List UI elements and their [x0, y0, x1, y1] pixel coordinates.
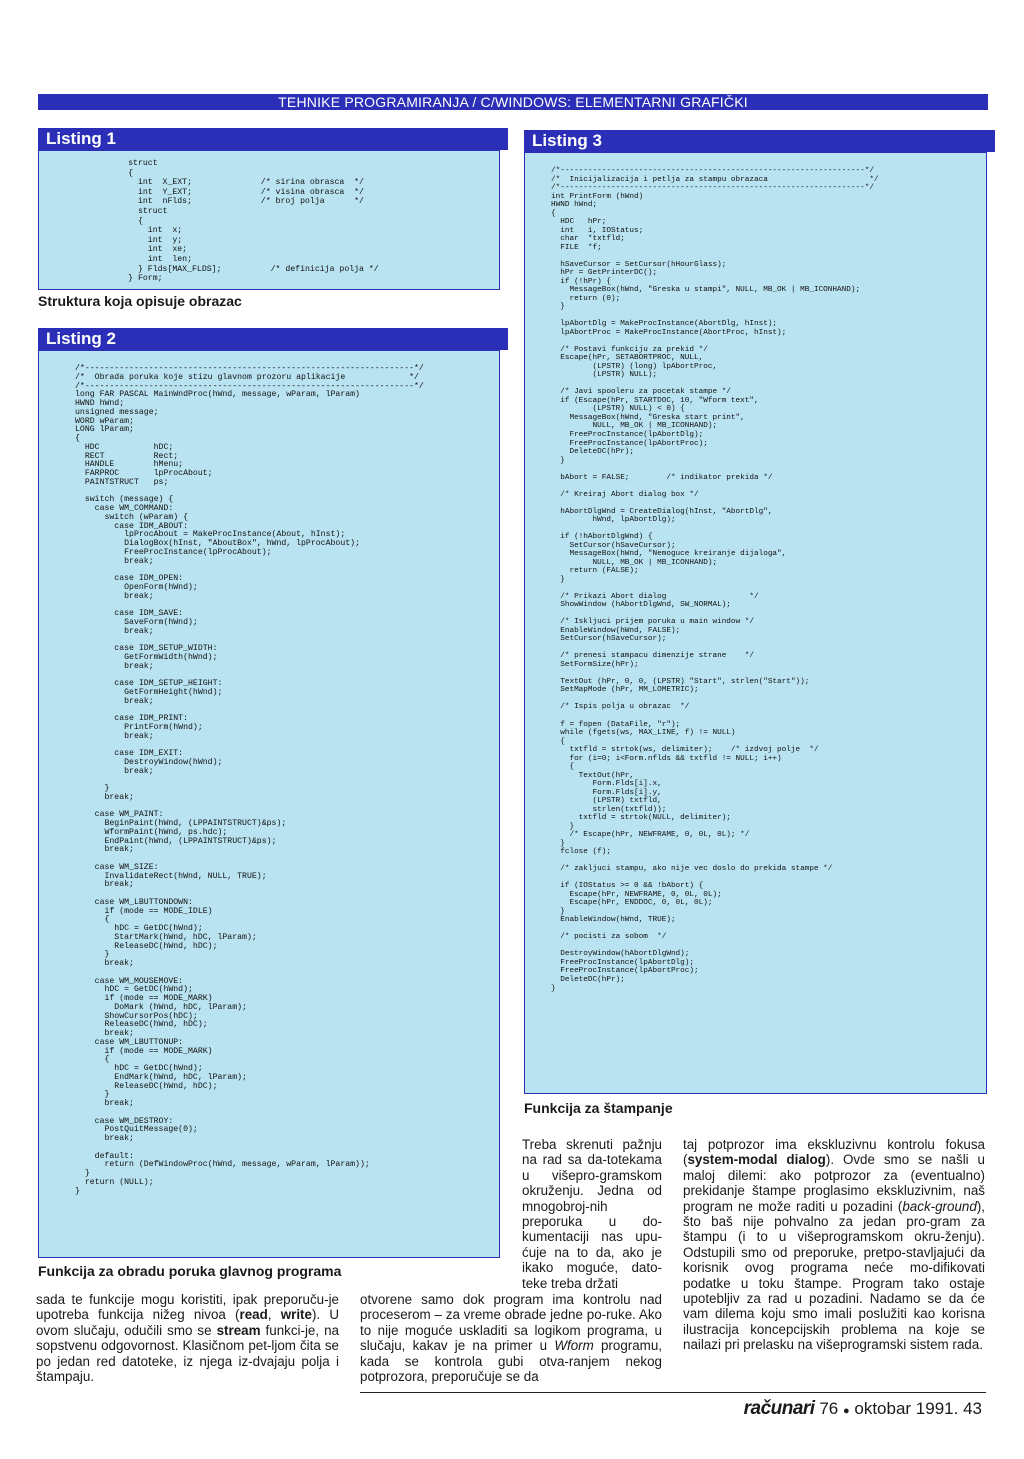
- keyword-wform: Wform: [554, 1338, 594, 1354]
- keyword-write: write: [280, 1307, 312, 1323]
- listing-1-code: struct { int X_EXT; /* sirina obrasca */ int Y_EXT; /* visina obrasca */ int nFlds; /* broj polja */ struct { int x; int y; int xe; int len; } Flds[MAX_FLDS]; /* definicija polja */ } Form;: [128, 159, 379, 284]
- listing-2-header: [38, 328, 508, 350]
- listing-3-code-box: [524, 152, 987, 1094]
- issue-date: oktobar 1991.: [854, 1399, 959, 1418]
- listing-2-code-box: [38, 350, 500, 1258]
- keyword-read: read: [239, 1307, 268, 1323]
- keyword-background: back-ground: [902, 1198, 977, 1214]
- article-column-1: sada te funkcije mogu koristiti, ipak preporuču-je upotreba funkcija nižeg nivoa (read, write). U ovom slučaju, odučili smo se stream funkci-je, na sopstvenu odgovornost. Klasičnom pet-ljom čita se po jedan red datoteke, iz njega iz-dvajaju polja i štampaju.: [36, 1292, 340, 1385]
- listing-3-code: /*------------------------------------------------------------------*/ /* Inicijalizacija i petlja za stampu obrazaca */ /*------------------------------------------------------------------*/ int PrintForm (hWnd) HWND hWnd; { HDC hPr; int i, IOStatus; char *txtfld; FILE *f; hSaveCursor = SetCursor(hHourGlass); hPr = GetPrinterDC(); if (!hPr) { MessageBox(hWnd, "Greska u stampi", NULL, MB_OK | MB_ICONHAND); return (0); } lpAbortDlg = MakeProcInstance(AbortDlg, hInst); lpAbortProc = MakeProcInstance(AbortProc, hInst); /* Postavi funkciju za prekid */ Escape(hPr, SETABORTPROC, NULL, (LPSTR) (long) lpAbortProc, (LPSTR) NULL); /* Javi spooleru za pocetak stampe */ if (Escape(hPr, STARTDOC, 10, "Wform text", (LPSTR) NULL) < 0) { MessageBox(hWnd, "Greska start print", NULL, MB_OK | MB_ICONHAND); FreeProcInstance(lpAbortDlg); FreeProcInstance(lpAbortProc); DeleteDC(hPr); } bAbort = FALSE; /* indikator prekida */ /* Kreiraj Abort dialog box */ hAbortDlgWnd = CreateDialog(hInst, "AbortDlg", hWnd, lpAbortDlg); if (!hAbortDlgWnd) { SetCursor(hSaveCursor); MessageBox(hWnd, "Nemoguce kreiranje dijaloga", NULL, MB_OK | MB_ICONHAND); return (FALSE); } /* Prikazi Abort dialog */ ShowWindow (hAbortDlgWnd, SW_NORMAL); /* Iskljuci prijem poruka u main window */ EnableWindow(hWnd, FALSE); SetCursor(hSaveCursor); /* prenesi stampacu dimenzije strane */ SetFormSize(hPr); TextOut (hPr, 0, 0, (LPSTR) "Start", strlen("Start")); SetMapMode (hPr, MM_LOMETRIC); /* Ispis polja u obrazac */ f = fopen (DataFile, "r"); while (fgets(ws, MAX_LINE, f) != NULL) { txtfld = strtok(ws, delimiter); /* izdvoj polje */ for (i=0; i<Form.nflds && txtfld != NULL; i++) { TextOut(hPr, Form.Flds[i].x, Form.Flds[i].y, (LPSTR) txtfld, strlen(txtfld)); txtfld = strtok(NULL, delimiter); } /* Escape(hPr, NEWFRAME, 0, 0L, 0L); */ } fclose (f); /* zakljuci stampu, ako nije vec doslo do prekida stampe */ if (IOStatus >= 0 && !bAbort) { Escape(hPr, NEWFRAME, 0, 0L, 0L); Escape(hPr, ENDDOC, 0, 0L, 0L); } EnableWindow(hWnd, TRUE); /* pocisti za sobom */ DestroyWindow(hAbortDlgWnd); FreeProcInstance(lpAbortDlg); FreeProcInstance(lpAbortProc); DeleteDC(hPr); }: [551, 167, 879, 993]
- listing-2-caption: Funkcija za obradu poruka glavnog programa: [38, 1263, 342, 1279]
- bullet-icon: ●: [842, 1405, 850, 1417]
- listing-3-caption: Funkcija za štampanje: [524, 1100, 673, 1116]
- article-column-2-top: Treba skrenuti pažnju na rad sa da-totekama u višepro-gramskom okruženju. Jedna od mnogobroj-nih preporuka u do-kumentaciji nas upu-ćuje na to da, ako je ikako moguće, dato-teke treba držati: [522, 1137, 662, 1291]
- listing-1-header: [38, 128, 508, 150]
- keyword-stream: stream: [216, 1322, 261, 1338]
- listing-3-header: [524, 130, 995, 152]
- issue-number: 76: [819, 1399, 839, 1418]
- listing-1-title: Listing 1: [46, 129, 116, 148]
- section-banner: TEHNIKE PROGRAMIRANJA / C/WINDOWS: ELEMENTARNI GRAFIČKI: [38, 94, 988, 110]
- page-number: 43: [963, 1399, 982, 1418]
- listing-3-title: Listing 3: [532, 131, 602, 150]
- listing-2-code: /*-------------------------------------------------------------------*/ /* Obrada poruka koje stizu glavnom prozoru aplikacije */ /*-------------------------------------------------------------------*/ long FAR PASCAL MainWndProc(hWnd, message, wParam, lParam) HWND hWnd; unsigned message; WORD wParam; LONG lParam; { HDC hDC; RECT Rect; HANDLE hMenu; FARPROC lpProcAbout; PAINTSTRUCT ps; switch (message) { case WM_COMMAND: switch (wParam) { case IDM_ABOUT: lpProcAbout = MakeProcInstance(About, hInst); DialogBox(hInst, "AboutBox", hWnd, lpProcAbout); FreeProcInstance(lpProcAbout); break; case IDM_OPEN: OpenForm(hWnd); break; case IDM_SAVE: SaveForm(hWnd); break; case IDM_SETUP_WIDTH: GetFormWidth(hWnd); break; case IDM_SETUP_HEIGHT: GetFormHeight(hWnd); break; case IDM_PRINT: PrintForm(hWnd); break; case IDM_EXIT: DestroyWindow(hWnd); break; } break; case WM_PAINT: BeginPaint(hWnd, (LPPAINTSTRUCT)&ps); WformPaint(hWnd, ps.hdc); EndPaint(hWnd, (LPPAINTSTRUCT)&ps); break; case WM_SIZE: InvalidateRect(hWnd, NULL, TRUE); break; case WM_LBUTTONDOWN: if (mode == MODE_IDLE) { hDC = GetDC(hWnd); StartMark(hWnd, hDC, lParam); ReleaseDC(hWnd, hDC); } break; case WM_MOUSEMOVE: hDC = GetDC(hWnd); if (mode == MODE_MARK) DoMark (hWnd, hDC, lParam); ShowCursorPos(hDC); ReleaseDC(hWnd, hDC); break; case WM_LBUTTONUP: if (mode == MODE_MARK) { hDC = GetDC(hWnd); EndMark(hWnd, hDC, lParam); ReleaseDC(hWnd, hDC); } break; case WM_DESTROY: PostQuitMessage(0); break; default: return (DefWindowProc(hWnd, message, wParam, lParam)); } return (NULL); }: [75, 364, 424, 1196]
- listing-1-caption: Struktura koja opisuje obrazac: [38, 293, 242, 309]
- magazine-name: računari: [743, 1398, 815, 1419]
- page-footer: [744, 1398, 982, 1420]
- article-column-2-bottom: otvorene samo dok program ima kontrolu nad proceserom – za vreme obrade jedne po-ruke. Ako to nije moguće uskladiti sa logikom programa, u slučaju, kakav je na primer u Wform programu, kada se kontrola gubi otva-ranjem nekog potprozora, preporučuje se da: [360, 1292, 663, 1385]
- keyword-system-modal: system-modal dialog: [687, 1152, 826, 1168]
- listing-2-title: Listing 2: [46, 329, 116, 348]
- footer-divider: [360, 1392, 986, 1393]
- listing-1-code-box: [38, 150, 500, 290]
- article-column-3: taj potprozor ima ekskluzivnu kontrolu fokusa (system-modal dialog). Ovde smo se našli u maloj dilemi: ako potprozor za (eventualno) prekidanje štampe proglasimo ekskluzivnim, naš program ne može raditi u pozadini (back-ground), što baš nije pohvalno za jedan pro-gram za štampu (i to u višeprogramskom okru-ženju). Odstupili smo od preporuke, pretpo-stavljajući da korisnik ovog programa neće mo-difikovati podatke u toku štampe. Program tako ostaje upotebljiv za rad u pozadini. Nadamo se da će vam dilema koju smo imali poslužiti kao korisna ilustracija koncepcijskih problema na koje se nailazi pri prelasku na višeprogramski sistem rada.: [683, 1137, 985, 1353]
